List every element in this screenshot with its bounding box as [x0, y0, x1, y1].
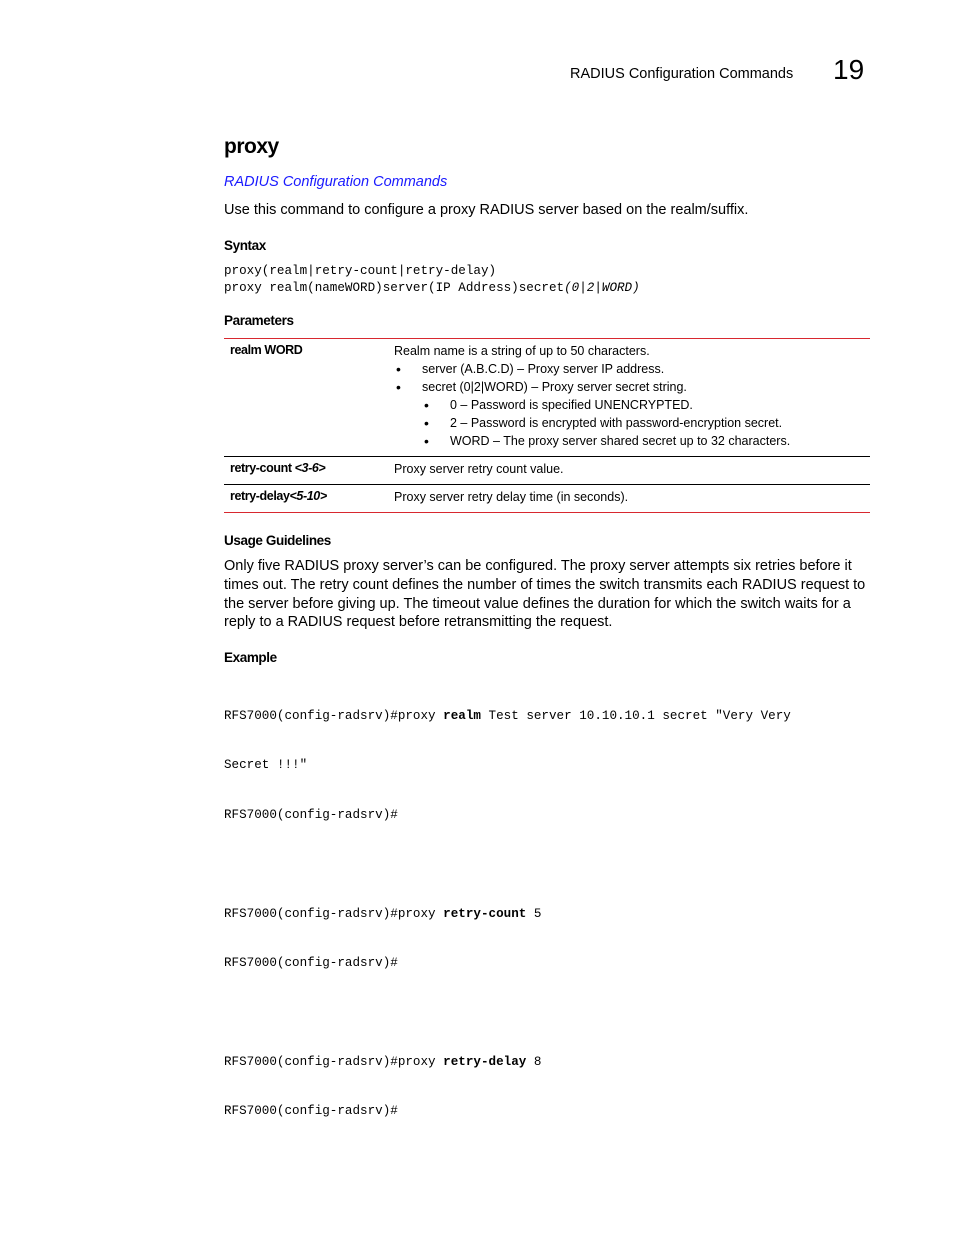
- param-desc-text: Realm name is a string of up to 50 characters.: [394, 344, 650, 358]
- chapter-number: 19: [833, 54, 865, 85]
- command-intro: Use this command to configure a proxy RADIUS server based on the realm/suffix.: [224, 202, 749, 218]
- example-line: RFS7000(config-radsrv)#proxy retry-count 5: [224, 906, 542, 921]
- example-line: RFS7000(config-radsrv)#: [224, 1104, 398, 1119]
- example-line: RFS7000(config-radsrv)#: [224, 955, 398, 970]
- example-line: RFS7000(config-radsrv)#: [224, 807, 398, 822]
- param-description: [394, 488, 870, 506]
- param-row-realm: [224, 339, 870, 457]
- list-item: • server (A.B.C.D) – Proxy server IP address.: [394, 360, 870, 378]
- example-heading: Example: [224, 650, 277, 665]
- syntax-line-2-args: (0|2|WORD): [564, 280, 640, 295]
- parameters-table: [224, 338, 870, 513]
- example-line: RFS7000(config-radsrv)#proxy retry-delay 8: [224, 1054, 542, 1069]
- syntax-line-2: proxy realm(nameWORD)server(IP Address)secret: [224, 280, 565, 295]
- param-desc-text: Proxy server retry count value.: [394, 462, 564, 476]
- breadcrumb-link[interactable]: RADIUS Configuration Commands: [224, 174, 448, 190]
- parameters-heading: Parameters: [224, 313, 294, 328]
- sub-list-item: • 2 – Password is encrypted with password-encryption secret.: [394, 414, 870, 432]
- param-name: realm WORD: [230, 343, 303, 357]
- example-line: Secret !!!": [224, 758, 308, 773]
- syntax-block: [224, 263, 640, 296]
- param-description: [394, 460, 870, 478]
- sub-list-item: • WORD – The proxy server shared secret up to 32 characters.: [394, 432, 870, 450]
- param-row-retry-count: [224, 457, 870, 485]
- syntax-heading: Syntax: [224, 238, 266, 253]
- param-name: retry-count <3-6>: [230, 461, 326, 475]
- param-description: [394, 342, 870, 450]
- running-header-title: RADIUS Configuration Commands: [570, 66, 794, 82]
- param-desc-text: Proxy server retry delay time (in seconds).: [394, 490, 629, 504]
- example-block: [224, 675, 791, 1153]
- example-gap: [224, 1004, 791, 1020]
- command-title: proxy: [224, 135, 279, 158]
- sub-list-item: • 0 – Password is specified UNENCRYPTED.: [394, 396, 870, 414]
- example-gap: [224, 856, 791, 872]
- usage-heading: Usage Guidelines: [224, 533, 331, 548]
- param-row-retry-delay: [224, 485, 870, 512]
- syntax-line-1: proxy(realm|retry-count|retry-delay): [224, 264, 497, 278]
- usage-text: Only five RADIUS proxy server’s can be configured. The proxy server attempts six retries before it times out. The retry count defines the number of times the switch transmits each RADIUS request to the server before giving up. The timeout value defines the duration for which the switch waits for a reply to a RADIUS request before retransmitting the request.: [224, 558, 866, 631]
- list-item: • secret (0|2|WORD) – Proxy server secret string.: [394, 378, 870, 396]
- example-line: RFS7000(config-radsrv)#proxy realm Test server 10.10.10.1 secret "Very Very: [224, 709, 791, 723]
- param-name: retry-delay<5-10>: [230, 489, 327, 503]
